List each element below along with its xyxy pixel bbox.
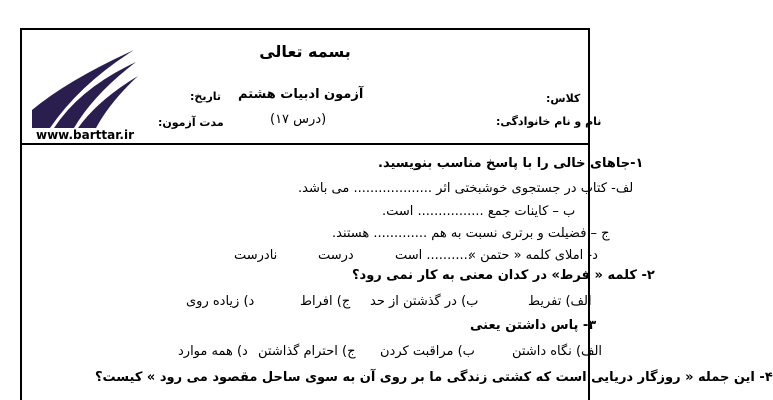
- q1-part-b: ب – کاینات جمع ................ است.: [382, 204, 576, 219]
- date-label: تاریخ:: [190, 90, 222, 103]
- exam-title: آزمون ادبیات هشتم: [238, 87, 364, 102]
- q3-option-c: ج) احترام گذاشتن: [258, 344, 356, 359]
- q2-title: ۲- کلمه « فرط» در کدان معنی به کار نمی رود؟: [352, 268, 655, 283]
- q3-title: ۳- پاس داشتن یعنی: [470, 318, 597, 333]
- q1-option-incorrect: نادرست: [234, 248, 278, 263]
- class-label: کلاس:: [546, 92, 581, 105]
- website-url[interactable]: www.barttar.ir: [36, 128, 135, 142]
- q4-title: ۴- این جمله « روزگار دریایی است که کشتی زندگی ما بر روی آن به سوی ساحل مقصود می رود » کیست؟: [95, 370, 773, 385]
- name-label: نام و نام خانوادگی:: [496, 115, 602, 128]
- basmala-heading: بسمه تعالی: [259, 42, 351, 61]
- q2-option-b: ب) در گذشتن از حد: [370, 294, 479, 309]
- q1-part-a: لف- کتاب در جستجوی خوشبختی اثر ................... می باشد.: [298, 181, 634, 196]
- q2-option-a: الف) تفریط: [528, 294, 592, 309]
- q1-part-d: د- املای کلمه « حتمن »: [468, 248, 598, 263]
- q1-title: ۱-جاهای خالی را با پاسخ مناسب بنویسید.: [378, 156, 644, 171]
- lesson-number: (درس ۱۷): [270, 112, 327, 127]
- duration-label: مدت آزمون:: [158, 116, 224, 129]
- frame-left-border: [20, 28, 22, 400]
- barttar-logo: [28, 40, 138, 130]
- q1-option-correct: درست: [318, 248, 354, 263]
- q2-option-c: ج) افراط: [300, 294, 351, 309]
- frame-top-border: [20, 28, 590, 30]
- header-divider: [20, 143, 590, 145]
- q3-option-d: د) همه موارد: [178, 344, 248, 359]
- q3-option-b: ب) مراقبت کردن: [380, 344, 475, 359]
- q3-option-a: الف) نگاه داشتن: [512, 344, 603, 359]
- q2-option-d: د) زیاده روی: [186, 294, 255, 309]
- q1-part-c: ج – فضیلت و برتری نسبت به هم ............. هستند.: [332, 226, 610, 241]
- q1-part-d-blank: ........... است: [395, 248, 472, 263]
